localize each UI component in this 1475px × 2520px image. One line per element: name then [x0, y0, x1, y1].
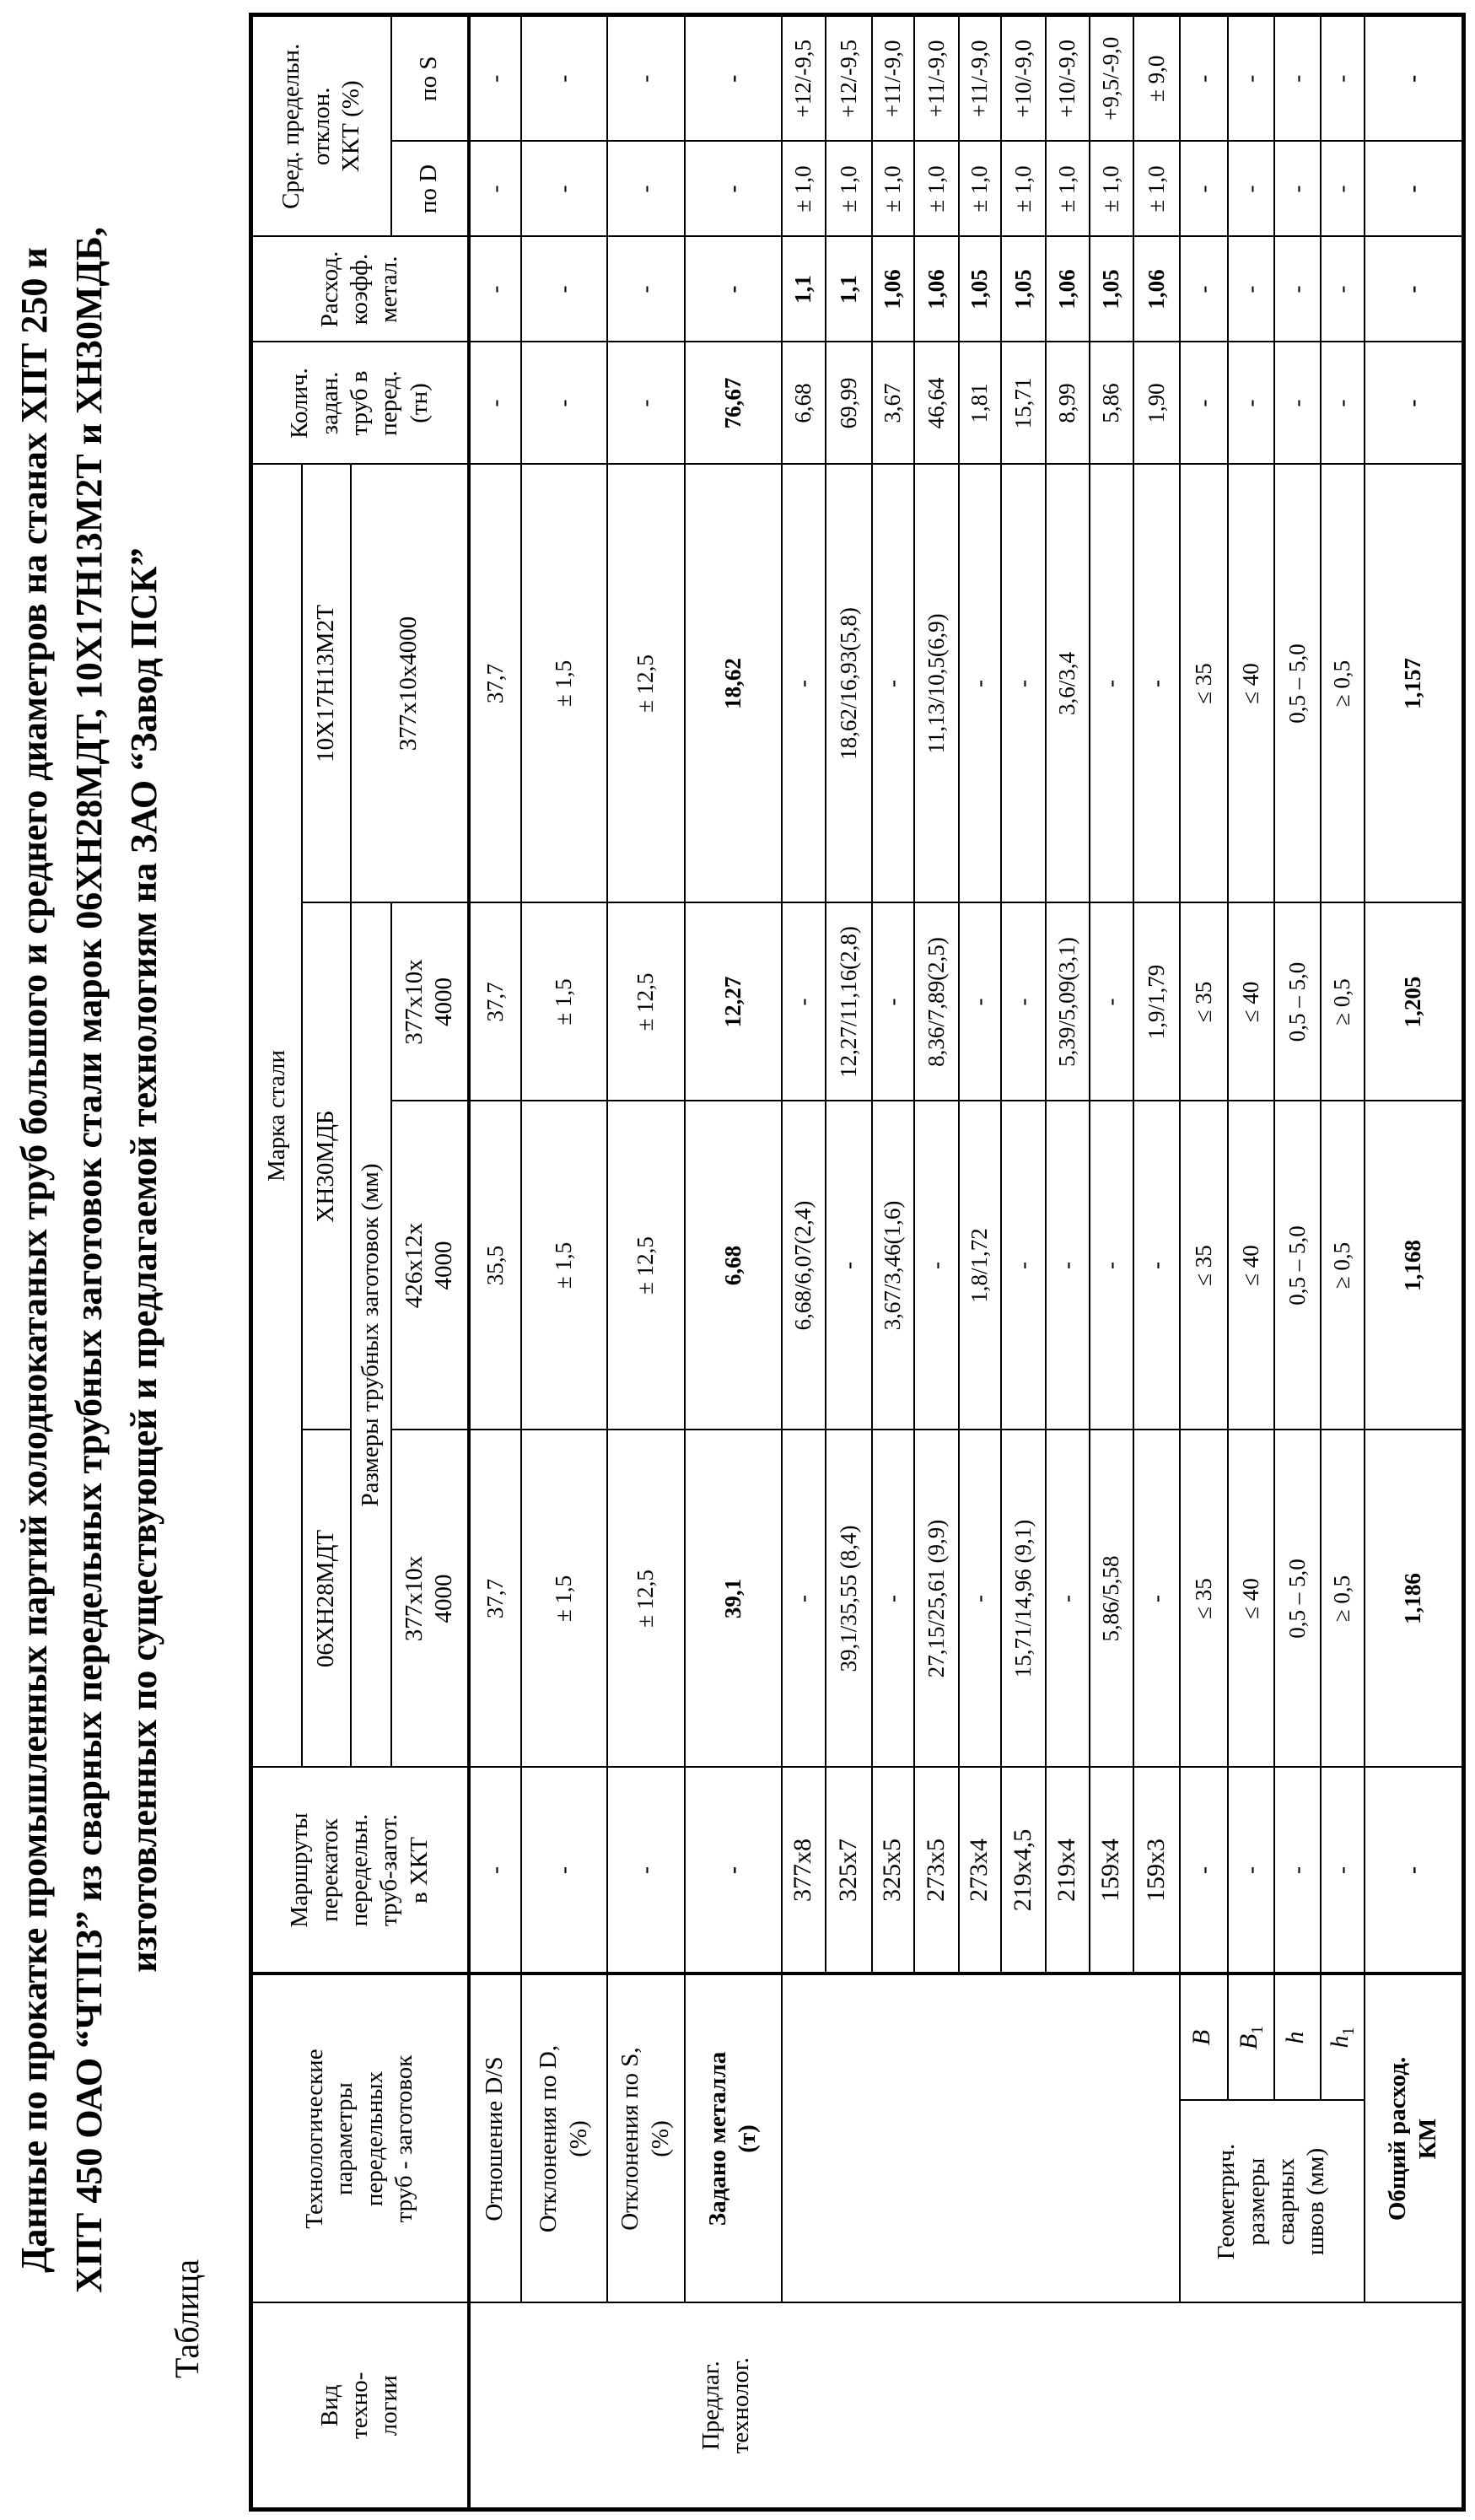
- cell-value: -: [469, 1768, 521, 1974]
- cell-value: 1,06: [1046, 237, 1090, 342]
- cell-value: ± 1,0: [1090, 142, 1133, 237]
- table-row: [469, 15, 521, 2510]
- header-size-3: 377х10х 4000: [391, 903, 469, 1101]
- cell-value: ≤ 35: [1180, 1101, 1228, 1430]
- cell-value: 1,06: [1133, 237, 1180, 342]
- cell-value: -: [959, 465, 1001, 903]
- geom-symbol-subscript: 1: [1339, 2027, 1359, 2036]
- header-vid: Вид техно- логии: [251, 2303, 469, 2510]
- title-line-1: Данные по прокатке промышленных партий холоднокатаных труб большого и среднего диаметров на станах ХПТ 250 и: [13, 247, 55, 2273]
- cell-value: ≤ 35: [1180, 1430, 1228, 1768]
- cell-value: -: [872, 903, 914, 1101]
- title-line-3: изготовленных по существующей и предлагаемой технологиям на ЗАО “Завод ПСК”: [123, 547, 164, 1973]
- cell-value: 1,205: [1365, 903, 1464, 1101]
- header-grade-10h17n13m2t: 10Х17Н13М2Т: [302, 465, 351, 903]
- cell-value: 37,7: [469, 1430, 521, 1768]
- cell-value: -: [914, 1101, 959, 1430]
- cell-value: ± 1,0: [1046, 142, 1090, 237]
- cell-value: -: [1001, 465, 1046, 903]
- cell-value: ± 1,0: [914, 142, 959, 237]
- table-row: [685, 15, 782, 2510]
- cell-value: -: [469, 342, 521, 465]
- cell-value: ≤ 35: [1180, 903, 1228, 1101]
- header-grade-06hn28mdt: 06ХН28МДТ: [302, 1430, 351, 1768]
- cell-value: -: [1228, 142, 1274, 237]
- cell-value: 18,62: [685, 465, 782, 903]
- row-label: Отклонения по S, (%): [607, 1974, 685, 2303]
- cell-value: 15,71/14,96 (9,1): [1001, 1430, 1046, 1768]
- cell-value: 3,6/3,4: [1046, 465, 1090, 903]
- cell-value: +11/-9,0: [959, 15, 1001, 142]
- vid-technology-value: Предлаг. технолог.: [469, 2303, 1464, 2510]
- cell-value: ± 1,0: [826, 142, 872, 237]
- cell-value: 0,5 – 5,0: [1274, 465, 1321, 903]
- route-label: 325х5: [872, 1768, 914, 1974]
- cell-value: 39,1/35,55 (8,4): [826, 1430, 872, 1768]
- cell-value: -: [1090, 465, 1133, 903]
- cell-value: ≥ 0,5: [1321, 1101, 1365, 1430]
- table-row: [607, 15, 685, 2510]
- cell-value: -: [1133, 1430, 1180, 1768]
- cell-value: -: [1001, 903, 1046, 1101]
- cell-value: 5,86: [1090, 342, 1133, 465]
- cell-value: -: [1180, 342, 1228, 465]
- cell-value: -: [1133, 465, 1180, 903]
- cell-value: 6,68/6,07(2,4): [782, 1101, 826, 1430]
- cell-value: ± 12,5: [607, 903, 685, 1101]
- cell-value: -: [607, 342, 685, 465]
- cell-value: -: [685, 142, 782, 237]
- cell-value: -: [607, 1768, 685, 1974]
- cell-value: 8,99: [1046, 342, 1090, 465]
- cell-value: 1,1: [782, 237, 826, 342]
- cell-value: -: [521, 15, 607, 142]
- cell-value: ± 1,0: [872, 142, 914, 237]
- cell-value: ± 1,5: [521, 1430, 607, 1768]
- cell-value: -: [469, 142, 521, 237]
- cell-value: 46,64: [914, 342, 959, 465]
- cell-value: -: [685, 15, 782, 142]
- cell-value: ≥ 0,5: [1321, 465, 1365, 903]
- header-grade-hn30mdb: ХН30МДБ: [302, 903, 351, 1430]
- cell-value: 1,05: [959, 237, 1001, 342]
- cell-value: 6,68: [685, 1101, 782, 1430]
- cell-value: -: [685, 237, 782, 342]
- title-line-2: ХПТ 450 ОАО “ЧТПЗ” из сварных передельных трубных заготовок стали марок 06ХН28МДТ, 10Х17Н13М2Т и ХН30МДБ,: [68, 227, 110, 2293]
- cell-value: 1,81: [959, 342, 1001, 465]
- cell-value: 3,67/3,46(1,6): [872, 1101, 914, 1430]
- header-row-1: [251, 15, 302, 2510]
- cell-value: 18,62/16,93(5,8): [826, 465, 872, 903]
- cell-value: -: [607, 15, 685, 142]
- cell-value: +10/-9,0: [1001, 15, 1046, 142]
- cell-value: -: [1228, 237, 1274, 342]
- header-razmery: Размеры трубных заготовок (мм): [351, 903, 391, 1768]
- cell-value: 0,5 – 5,0: [1274, 903, 1321, 1101]
- cell-value: +11/-9,0: [872, 15, 914, 142]
- table-caption: Таблица: [168, 2259, 206, 2378]
- route-label: 159х4: [1090, 1768, 1133, 1974]
- route-label: 325х7: [826, 1768, 872, 1974]
- cell-value: 1,06: [914, 237, 959, 342]
- header-marsh: Маршруты перекаток передельн. труб-загот. в ХКТ: [251, 1768, 469, 1974]
- cell-value: -: [521, 237, 607, 342]
- cell-value: ≤ 40: [1228, 1101, 1274, 1430]
- cell-value: +12/-9,5: [782, 15, 826, 142]
- cell-value: ≤ 35: [1180, 465, 1228, 903]
- geom-group-label: Геометрич. размеры сварных швов (мм): [1180, 2101, 1365, 2303]
- data-table: [249, 13, 1466, 2512]
- row-label: Отклонения по D, (%): [521, 1974, 607, 2303]
- cell-value: 3,67: [872, 342, 914, 465]
- cell-value: -: [685, 1768, 782, 1974]
- cell-value: ± 1,5: [521, 465, 607, 903]
- document-title: [7, 51, 171, 2469]
- header-size-4: 377х10х4000: [351, 465, 469, 903]
- cell-value: -: [521, 1768, 607, 1974]
- cell-value: -: [1180, 1768, 1228, 1974]
- cell-value: -: [1001, 1101, 1046, 1430]
- route-label: 219х4: [1046, 1768, 1090, 1974]
- cell-value: -: [1321, 1768, 1365, 1974]
- cell-value: -: [1090, 1101, 1133, 1430]
- cell-value: -: [1046, 1430, 1090, 1768]
- geom-symbol: B: [1234, 2033, 1262, 2050]
- cell-value: ± 1,0: [1001, 142, 1046, 237]
- cell-value: -: [782, 465, 826, 903]
- cell-value: 12,27: [685, 903, 782, 1101]
- cell-value: 12,27/11,16(2,8): [826, 903, 872, 1101]
- cell-value: -: [1180, 237, 1228, 342]
- cell-value: ± 1,5: [521, 1101, 607, 1430]
- cell-value: ≤ 40: [1228, 903, 1274, 1101]
- cell-value: -: [1321, 15, 1365, 142]
- cell-value: ≥ 0,5: [1321, 903, 1365, 1101]
- cell-value: ± 1,0: [1133, 142, 1180, 237]
- cell-value: ± 12,5: [607, 1430, 685, 1768]
- cell-value: +12/-9,5: [826, 15, 872, 142]
- header-po-d: по D: [391, 142, 469, 237]
- cell-value: 1,8/1,72: [959, 1101, 1001, 1430]
- cell-value: 1,06: [872, 237, 914, 342]
- table-row: [521, 15, 607, 2510]
- cell-value: 76,67: [685, 342, 782, 465]
- cell-value: -: [1180, 142, 1228, 237]
- geom-symbol-subscript: 1: [1247, 2025, 1267, 2034]
- row-label: Общий расход. КМ: [1365, 1974, 1464, 2303]
- cell-value: 1,9/1,79: [1133, 903, 1180, 1101]
- cell-value: -: [1274, 1768, 1321, 1974]
- cell-value: -: [1274, 142, 1321, 237]
- geom-symbol-label: [1180, 1974, 1228, 2101]
- cell-value: 11,13/10,5(6,9): [914, 465, 959, 903]
- cell-value: 8,36/7,89(2,5): [914, 903, 959, 1101]
- header-size-1: 377х10х 4000: [391, 1430, 469, 1768]
- route-label: 273х5: [914, 1768, 959, 1974]
- cell-value: -: [1046, 1101, 1090, 1430]
- cell-value: 1,90: [1133, 342, 1180, 465]
- geom-symbol-label: [1274, 1974, 1321, 2101]
- cell-value: ± 12,5: [607, 1101, 685, 1430]
- cell-value: ± 1,5: [521, 903, 607, 1101]
- cell-value: -: [872, 465, 914, 903]
- cell-value: 1,168: [1365, 1101, 1464, 1430]
- cell-value: -: [1274, 15, 1321, 142]
- cell-value: -: [1365, 342, 1464, 465]
- cell-value: -: [521, 342, 607, 465]
- route-label: 159х3: [1133, 1768, 1180, 1974]
- cell-value: 1,1: [826, 237, 872, 342]
- header-size-2: 426х12х 4000: [391, 1101, 469, 1430]
- cell-value: 35,5: [469, 1101, 521, 1430]
- cell-value: -: [826, 1101, 872, 1430]
- cell-value: -: [521, 142, 607, 237]
- cell-value: -: [959, 903, 1001, 1101]
- geom-symbol: h: [1326, 2035, 1354, 2049]
- cell-value: +10/-9,0: [1046, 15, 1090, 142]
- cell-value: 5,39/5,09(3,1): [1046, 903, 1090, 1101]
- cell-value: 1,05: [1090, 237, 1133, 342]
- cell-value: 0,5 – 5,0: [1274, 1430, 1321, 1768]
- cell-value: -: [469, 237, 521, 342]
- cell-value: ≤ 40: [1228, 465, 1274, 903]
- cell-value: -: [1133, 1101, 1180, 1430]
- route-label: 377х8: [782, 1768, 826, 1974]
- geom-symbol-label: [1228, 1974, 1274, 2101]
- cell-value: 37,7: [469, 465, 521, 903]
- cell-value: 6,68: [782, 342, 826, 465]
- cell-value: 37,7: [469, 903, 521, 1101]
- cell-value: ± 9,0: [1133, 15, 1180, 142]
- param-empty-merged-cell: [782, 1974, 1180, 2303]
- cell-value: -: [607, 142, 685, 237]
- cell-value: -: [607, 237, 685, 342]
- cell-value: -: [1321, 142, 1365, 237]
- row-label: Задано металла (т): [685, 1974, 782, 2303]
- header-marka-stali: Марка стали: [251, 465, 302, 1768]
- cell-value: +9,5/-9,0: [1090, 15, 1133, 142]
- cell-value: +11/-9,0: [914, 15, 959, 142]
- geom-symbol: h: [1280, 2031, 1309, 2044]
- cell-value: 39,1: [685, 1430, 782, 1768]
- cell-value: -: [782, 1430, 826, 1768]
- route-label: 273х4: [959, 1768, 1001, 1974]
- cell-value: ± 1,0: [959, 142, 1001, 237]
- cell-value: ± 1,0: [782, 142, 826, 237]
- cell-value: -: [1228, 342, 1274, 465]
- cell-value: -: [1321, 342, 1365, 465]
- cell-value: -: [1274, 237, 1321, 342]
- header-rashod: Расход. коэфф. метал.: [251, 237, 469, 342]
- cell-value: 1,05: [1001, 237, 1046, 342]
- cell-value: -: [1321, 237, 1365, 342]
- cell-value: -: [1228, 15, 1274, 142]
- route-label: 219х4,5: [1001, 1768, 1046, 1974]
- cell-value: ≤ 40: [1228, 1430, 1274, 1768]
- row-label: Отношение D/S: [469, 1974, 521, 2303]
- header-sred-otklon: Сред. предельн. отклон. ХКТ (%): [251, 15, 391, 237]
- cell-value: -: [469, 15, 521, 142]
- table-row: [782, 15, 826, 2510]
- cell-value: ± 12,5: [607, 465, 685, 903]
- cell-value: 1,186: [1365, 1430, 1464, 1768]
- cell-value: 69,99: [826, 342, 872, 465]
- cell-value: -: [1365, 142, 1464, 237]
- cell-value: 27,15/25,61 (9,9): [914, 1430, 959, 1768]
- table-row: [1180, 15, 1228, 2510]
- cell-value: 0,5 – 5,0: [1274, 1101, 1321, 1430]
- cell-value: ≥ 0,5: [1321, 1430, 1365, 1768]
- header-param: Технологические параметры передельных труб - заготовок: [251, 1974, 469, 2303]
- cell-value: -: [959, 1430, 1001, 1768]
- table-row: [1365, 15, 1464, 2510]
- cell-value: 15,71: [1001, 342, 1046, 465]
- cell-value: 5,86/5,58: [1090, 1430, 1133, 1768]
- cell-value: -: [1365, 15, 1464, 142]
- cell-value: -: [872, 1430, 914, 1768]
- cell-value: -: [1090, 903, 1133, 1101]
- cell-value: -: [1365, 237, 1464, 342]
- header-kolich: Колич. задан. труб в перед. (тн): [251, 342, 469, 465]
- header-po-s: по S: [391, 15, 469, 142]
- cell-value: -: [1274, 342, 1321, 465]
- cell-value: -: [1365, 1768, 1464, 1974]
- cell-value: 1,157: [1365, 465, 1464, 903]
- cell-value: -: [782, 903, 826, 1101]
- geom-symbol-label: [1321, 1974, 1365, 2101]
- cell-value: -: [1180, 15, 1228, 142]
- geom-symbol: B: [1187, 2029, 1215, 2046]
- cell-value: -: [1228, 1768, 1274, 1974]
